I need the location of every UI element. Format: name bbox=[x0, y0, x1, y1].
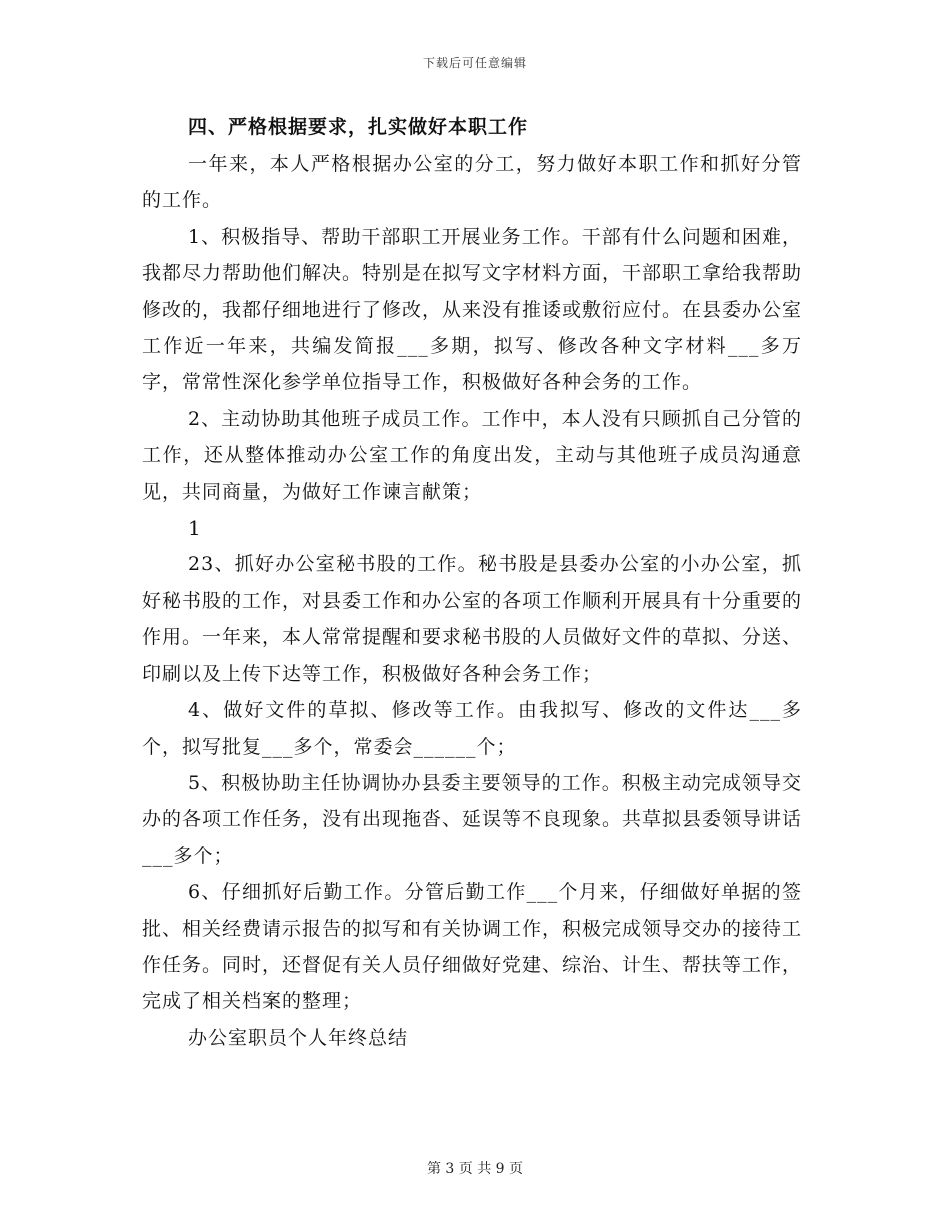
paragraph-item-3: 23、抓好办公室秘书股的工作。秘书股是县委办公室的小办公室，抓好秘书股的工作，对县委工作和办公室的各项工作顺利开展具有十分重要的作用。一年来，本人常常提醒和要求秘书股的人员做好文件的草拟、分送、印刷以及上传下达等工作，积极做好各种会务工作； bbox=[142, 553, 803, 685]
closing-title: 办公室职员个人年终总结 bbox=[188, 1026, 409, 1049]
paragraph-item-6: 6、仔细抓好后勤工作。分管后勤工作___个月来，仔细做好单据的签批、相关经费请示报告的拟写和有关协调工作，积极完成领导交办的接待工作任务。同时，还督促有关人员仔细做好党建、综治、计生、帮扶等工作，完成了相关档案的整理； bbox=[142, 881, 803, 1013]
paragraph-item-5: 5、积极协助主任协调协办县委主要领导的工作。积极主动完成领导交办的各项工作任务，没有出现拖沓、延误等不良现象。共草拟县委领导讲话___多个； bbox=[142, 771, 803, 867]
document-body bbox=[142, 108, 802, 1056]
header-note: 下载后可任意编辑 bbox=[422, 56, 527, 70]
paragraph-item-2: 2、主动协助其他班子成员工作。工作中，本人没有只顾抓自己分管的工作，还从整体推动办公室工作的角度出发，主动与其他班子成员沟通意见，共同商量，为做好工作谏言献策； bbox=[142, 407, 802, 503]
page-number: 第 3 页 共 9 页 bbox=[426, 1161, 524, 1177]
paragraph-intro: 一年来，本人严格根据办公室的分工，努力做好本职工作和抓好分管的工作。 bbox=[142, 153, 802, 212]
paragraph-item-1: 1、积极指导、帮助干部职工开展业务工作。干部有什么问题和困难，我都尽力帮助他们解决。特别是在拟写文字材料方面，干部职工拿给我帮助修改的，我都仔细地进行了修改，从来没有推诿或敷衍应付。在县委办公室工作近一年来，共编发简报___多期，拟写、修改各种文字材料___多万字，常常性深化参学单位指导工作，积极做好各种会务的工作。 bbox=[142, 225, 803, 394]
page-marker: 1 bbox=[188, 516, 201, 541]
paragraph-item-4: 4、做好文件的草拟、修改等工作。由我拟写、修改的文件达___多个，拟写批复___多个，常委会______个； bbox=[142, 699, 802, 758]
section-heading: 四、严格根据要求，扎实做好本职工作 bbox=[188, 116, 529, 138]
